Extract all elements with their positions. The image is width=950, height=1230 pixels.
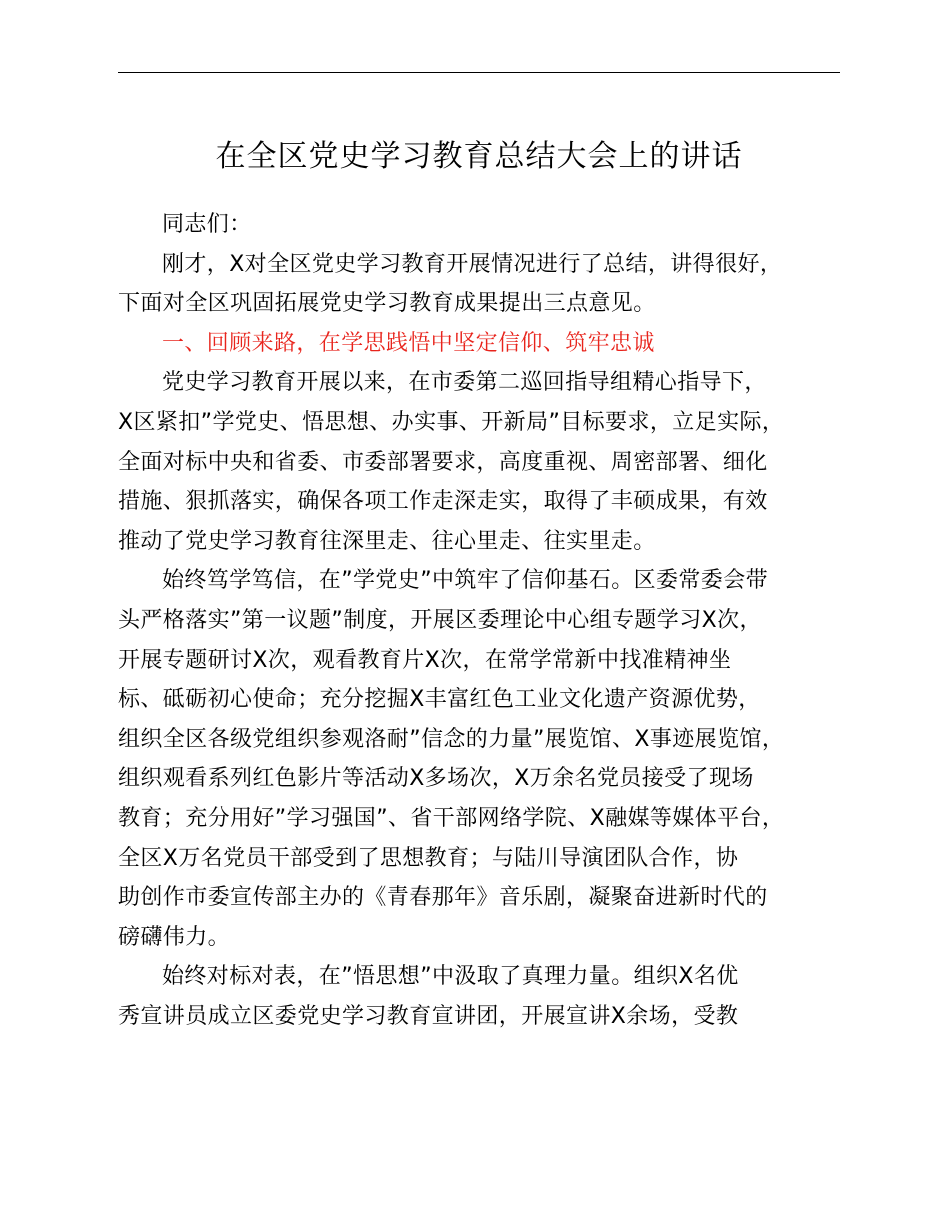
text-line: 刚才，X对全区党史学习教育开展情况进行了总结，讲得很好， [162, 251, 783, 277]
text-line: 开展专题研讨X次，观看教育片X次，在常学常新中找准精神坐 [118, 647, 732, 673]
text-line: 组织观看系列红色影片等活动X多场次，X万余名党员接受了现场 [118, 766, 754, 792]
text-line: 教育；充分用好”学习强国”、省干部网络学院、X融媒等媒体平台， [118, 805, 785, 831]
text-line: 党史学习教育开展以来，在市委第二巡回指导组精心指导下， [162, 370, 767, 396]
text-line: 下面对全区巩固拓展党史学习教育成果提出三点意见。 [118, 291, 656, 317]
text-line: 推动了党史学习教育往深里走、往心里走、往实里走。 [118, 528, 656, 554]
text-line: X区紧扣”学党史、悟思想、办实事、开新局”目标要求，立足实际， [118, 409, 785, 435]
document-title: 在全区党史学习教育总结大会上的讲话 [215, 139, 743, 174]
paragraph-1 [118, 363, 842, 561]
section-heading: 一、回顾来路，在学思践悟中坚定信仰、筑牢忠诚 [162, 330, 655, 356]
text-line: 始终笃学笃信，在”学党史”中筑牢了信仰基石。区委常委会带 [162, 568, 768, 594]
text-line: 秀宣讲员成立区委党史学习教育宣讲团，开展宣讲X余场，受教 [118, 1003, 739, 1029]
text-line: 磅礴伟力。 [118, 924, 231, 950]
text-line: 全区X万名党员干部受到了思想教育；与陆川导演团队合作，协 [118, 845, 739, 871]
text-line: 标、砥砺初心使命；充分挖掘X丰富红色工业文化遗产资源优势， [118, 687, 761, 713]
text-line: 全面对标中央和省委、市委部署要求，高度重视、周密部署、细化 [118, 449, 768, 475]
document-body [118, 205, 842, 1036]
text-line: 头严格落实”第一议题”制度，开展区委理论中心组专题学习X次， [118, 607, 762, 633]
text-line: 措施、狠抓落实，确保各项工作走深走实，取得了丰硕成果，有效 [118, 489, 768, 515]
intro-paragraph [118, 245, 842, 324]
salutation: 同志们： [162, 212, 252, 237]
text-line: 组织全区各级党组织参观洛耐”信念的力量”展览馆、X事迹展览馆， [118, 726, 785, 752]
text-line: 始终对标对表，在”悟思想”中汲取了真理力量。组织X名优 [162, 964, 739, 990]
header-rule [118, 72, 840, 73]
text-line: 助创作市委宣传部主办的《青春那年》音乐剧，凝聚奋进新时代的 [118, 885, 768, 911]
paragraph-3 [118, 957, 842, 1036]
paragraph-2 [118, 561, 842, 957]
